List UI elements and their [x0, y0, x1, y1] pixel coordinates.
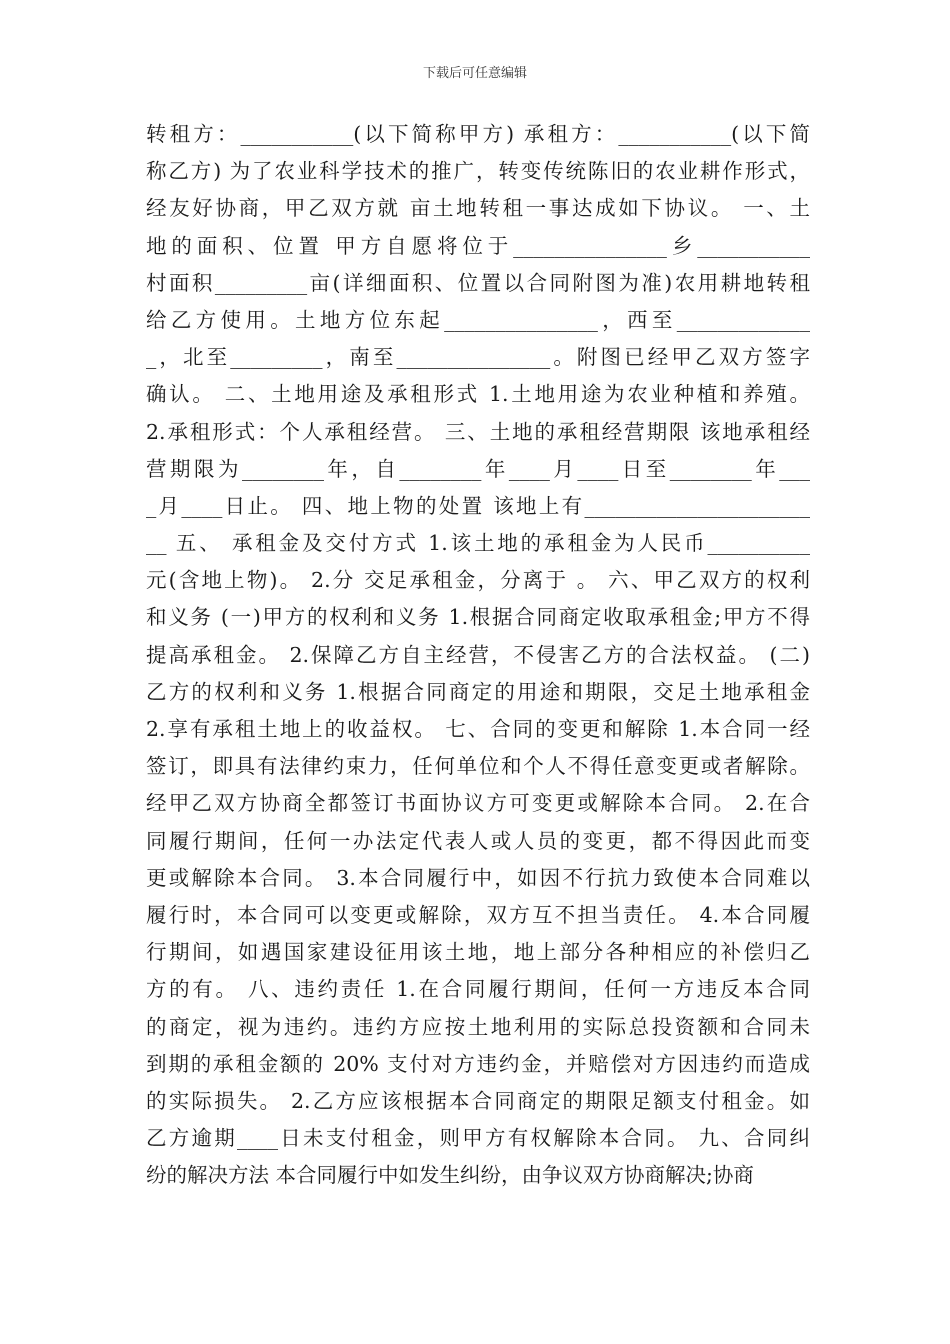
text-line: 和义务 (一)甲方的权利和义务 1.根据合同商定收取承租金;甲方不得 [146, 605, 810, 630]
page-header: 下载后可任意编辑 [422, 66, 527, 81]
text-line: 的实际损失。 2.乙方应该根据本合同商定的期限足额支付租金。如 [146, 1088, 810, 1113]
text-line: 元(含地上物)。 2.分 交足承租金，分离于 。 六、甲乙双方的权利 [146, 568, 810, 593]
text-line: 村面积_________亩(详细面积、位置以合同附图为准)农用耕地转租 [146, 270, 810, 295]
text-line: 称乙方) 为了农业科学技术的推广，转变传统陈旧的农业耕作形式， [146, 159, 810, 184]
text-line: 同履行期间，任何一办法定代表人或人员的变更，都不得因此而变 [146, 828, 810, 853]
text-line: 经甲乙双方协商全都签订书面协议方可变更或解除本合同。 2.在合 [146, 791, 810, 816]
text-line: 乙方的权利和义务 1.根据合同商定的用途和期限，交足土地承租金 [146, 679, 810, 704]
text-line: 到期的承租金额的 20% 支付对方违约金，并赔偿对方因违约而造成 [146, 1051, 810, 1076]
text-line: 提高承租金。 2.保障乙方自主经营，不侵害乙方的合法权益。 (二) [146, 642, 810, 667]
text-line: 2.承租形式：个人承租经营。 三、土地的承租经营期限 该地承租经 [146, 419, 810, 444]
text-line: 转租方：___________(以下简称甲方) 承租方：___________(以下简 [146, 122, 810, 146]
contract-body [146, 116, 810, 1194]
text-line: 2.享有承租土地上的收益权。 七、合同的变更和解除 1.本合同一经 [146, 717, 810, 741]
text-line: _，北至_________，南至_______________。附图已经甲乙双方签字 [146, 345, 810, 370]
text-line: 履行时，本合同可以变更或解除，双方互不担当责任。 4.本合同履 [146, 902, 810, 927]
text-line: 乙方逾期____日未支付租金，则甲方有权解除本合同。 九、合同纠 [146, 1126, 810, 1151]
text-line: 行期间，如遇国家建设征用该土地，地上部分各种相应的补偿归乙 [146, 940, 810, 965]
text-line: 更或解除本合同。 3.本合同履行中，如因不行抗力致使本合同难以 [146, 865, 810, 890]
text-line: 纷的解决方法 本合同履行中如发生纠纷，由争议双方协商解决;协商 [146, 1163, 754, 1188]
text-line: 签订，即具有法律约束力，任何单位和个人不得任意变更或者解除。 [146, 754, 810, 779]
text-line: 营期限为________年，自________年____月____日至________年___ [146, 456, 810, 481]
text-line: 方的有。 八、违约责任 1.在合同履行期间，任何一方违反本合同 [146, 977, 810, 1002]
text-line: 地的面积、位置 甲方自愿将位于_______________乡___________ [146, 233, 810, 258]
text-line: 确认。 二、土地用途及承租形式 1.土地用途为农业种植和养殖。 [146, 382, 810, 407]
text-line: _月____日止。 四、地上物的处置 该地上有______________________ [146, 493, 810, 518]
text-line: __ 五、 承租金及交付方式 1.该土地的承租金为人民币__________ [146, 531, 810, 556]
text-line: 经友好协商，甲乙双方就 亩土地转租一事达成如下协议。 一、土 [146, 196, 810, 221]
text-line: 给乙方使用。土地方位东起_______________，西至_____________ [146, 307, 810, 332]
text-line: 的商定，视为违约。违约方应按土地利用的实际总投资额和合同未 [146, 1014, 810, 1039]
